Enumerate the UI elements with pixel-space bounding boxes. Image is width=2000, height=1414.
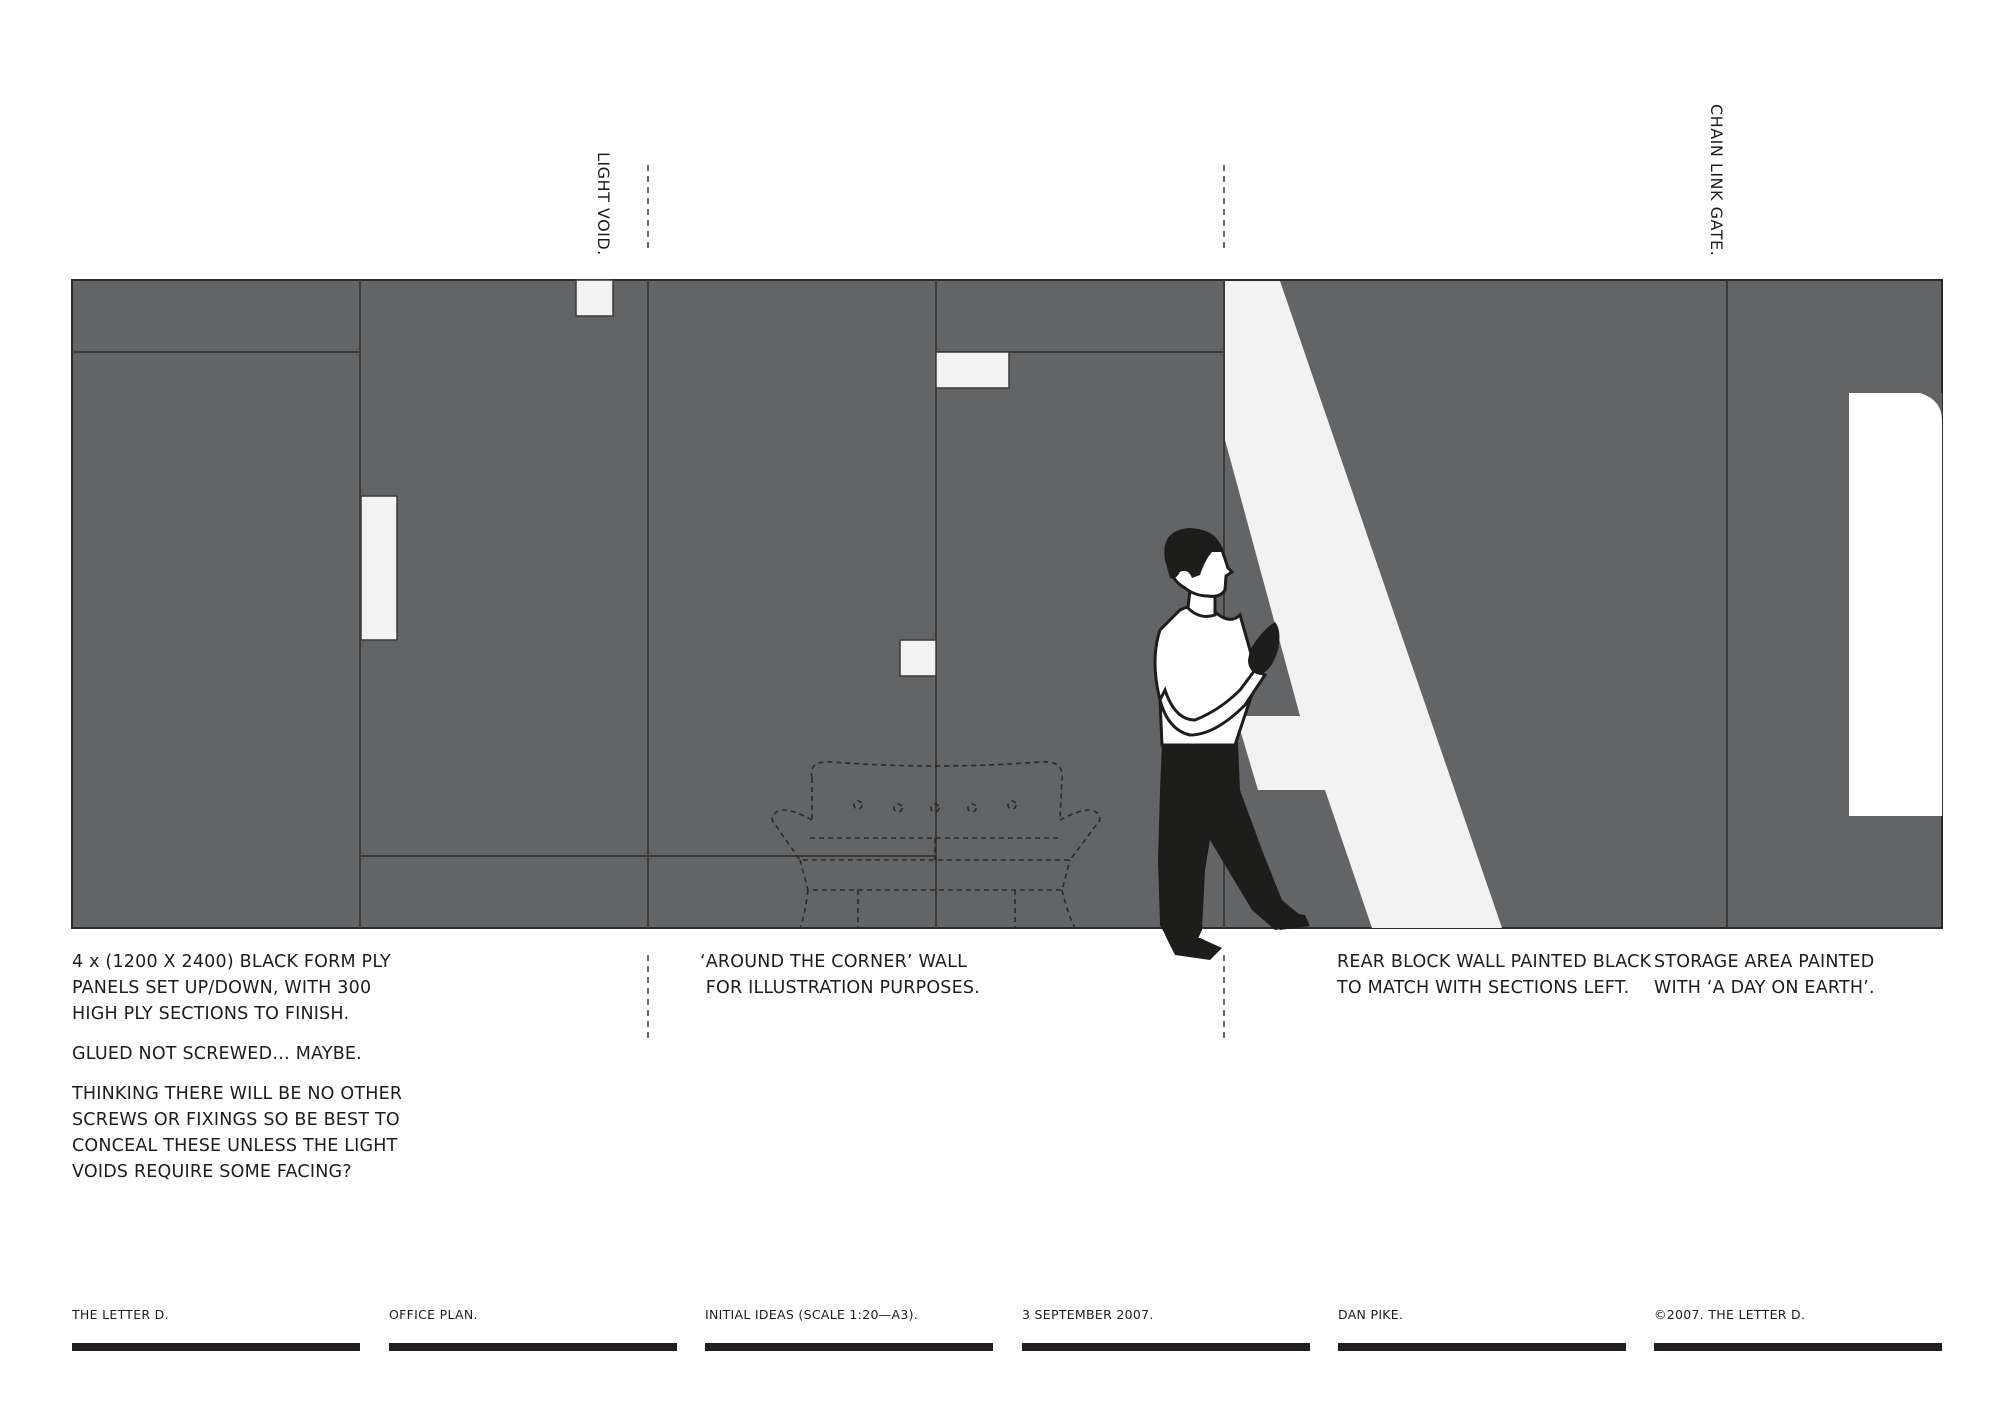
note-thinking-line: CONCEAL THESE UNLESS THE LIGHT [72,1136,398,1156]
person-shoe-left [1165,935,1222,960]
title-block-rule [1654,1343,1942,1351]
note-panels [72,949,402,1199]
note-thinking-line: THINKING THERE WILL BE NO OTHER [72,1084,403,1104]
note-rear-line: REAR BLOCK WALL PAINTED BLACK [1337,952,1652,972]
note-thinking-line: VOIDS REQUIRE SOME FACING? [72,1162,352,1182]
light-void-label: LIGHT VOID. [594,152,613,256]
title-block-text: INITIAL IDEAS (SCALE 1:20—A3). [705,1307,919,1322]
title-block-text: ©2007. THE LETTER D. [1654,1307,1806,1322]
title-block-project [72,1307,360,1322]
note-storage [1654,949,1875,1001]
title-block-text: DAN PIKE. [1338,1307,1404,1322]
note-storage-line: WITH ‘A DAY ON EARTH’. [1654,978,1875,998]
note-corner-line: ‘AROUND THE CORNER’ WALL [700,952,968,972]
chain-link-gate-label: CHAIN LINK GATE. [1707,104,1726,257]
title-block-rule [1338,1343,1626,1351]
title-block-stage [705,1307,993,1322]
title-block-copyright [1654,1307,1942,1322]
letter-d-graphic [1849,393,1942,816]
note-panels-line: PANELS SET UP/DOWN, WITH 300 [72,978,372,998]
note-thinking-line: SCREWS OR FIXINGS SO BE BEST TO [72,1110,400,1130]
note-corner-line: FOR ILLUSTRATION PURPOSES. [700,978,980,998]
note-panels-line: 4 x (1200 X 2400) BLACK FORM PLY [72,952,391,972]
light-void-small [900,640,936,676]
dimension-lines-top [648,165,1224,252]
title-block-rule [705,1343,993,1351]
note-rear-wall [1337,949,1651,1001]
title-block-date [1022,1307,1310,1322]
note-storage-line: STORAGE AREA PAINTED [1654,952,1875,972]
title-block-rule [389,1343,677,1351]
note-rear-line: TO MATCH WITH SECTIONS LEFT. [1337,978,1630,998]
title-block-drawing [389,1307,677,1322]
note-glued: GLUED NOT SCREWED… MAYBE. [72,1044,362,1064]
light-void-top [576,280,613,316]
light-void-side [361,496,397,640]
title-block-author [1338,1307,1626,1322]
title-block-text: 3 SEPTEMBER 2007. [1022,1307,1154,1322]
title-block-rule [1022,1343,1310,1351]
light-void-upper-right [936,352,1009,388]
title-block-rule [72,1343,360,1351]
title-block-text: THE LETTER D. [72,1307,169,1322]
title-block-text: OFFICE PLAN. [389,1307,478,1322]
note-panels-line: HIGH PLY SECTIONS TO FINISH. [72,1004,350,1024]
note-corner-wall [700,949,980,1001]
